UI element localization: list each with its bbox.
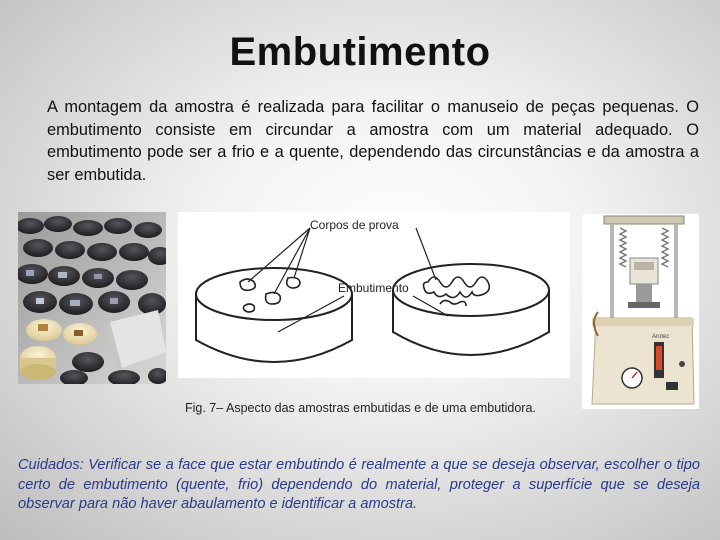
label-corpos-de-prova: Corpos de prova [310, 218, 399, 232]
label-embutimento: Embutimento [338, 281, 409, 295]
caution-note: Cuidados: Verificar se a face que estar embutindo é realmente a que se deseja observar, escolher o tipo certo de embutimento (quente, frio) dependendo do material, proteger a superfície que se deseja observar para não haver abaulamento e identificar a amostra. [18, 457, 700, 512]
mounting-press-photo [582, 214, 699, 409]
machine-brand-label: Arotec [652, 334, 670, 340]
mount-diagram [178, 212, 570, 378]
intro-paragraph: A montagem da amostra é realizada para facilitar o manuseio de peças pequenas. O embutimento consiste em circundar a amostra com um material adequado. O embutimento pode ser a frio e a quente, dependendo das circunstâncias e da amostra a ser embutida. [47, 98, 699, 184]
mounted-samples-photo [18, 212, 166, 384]
slide-title: Embutimento [229, 30, 491, 74]
figure-caption: Fig. 7– Aspecto das amostras embutidas e de uma embutidora. [185, 401, 536, 415]
